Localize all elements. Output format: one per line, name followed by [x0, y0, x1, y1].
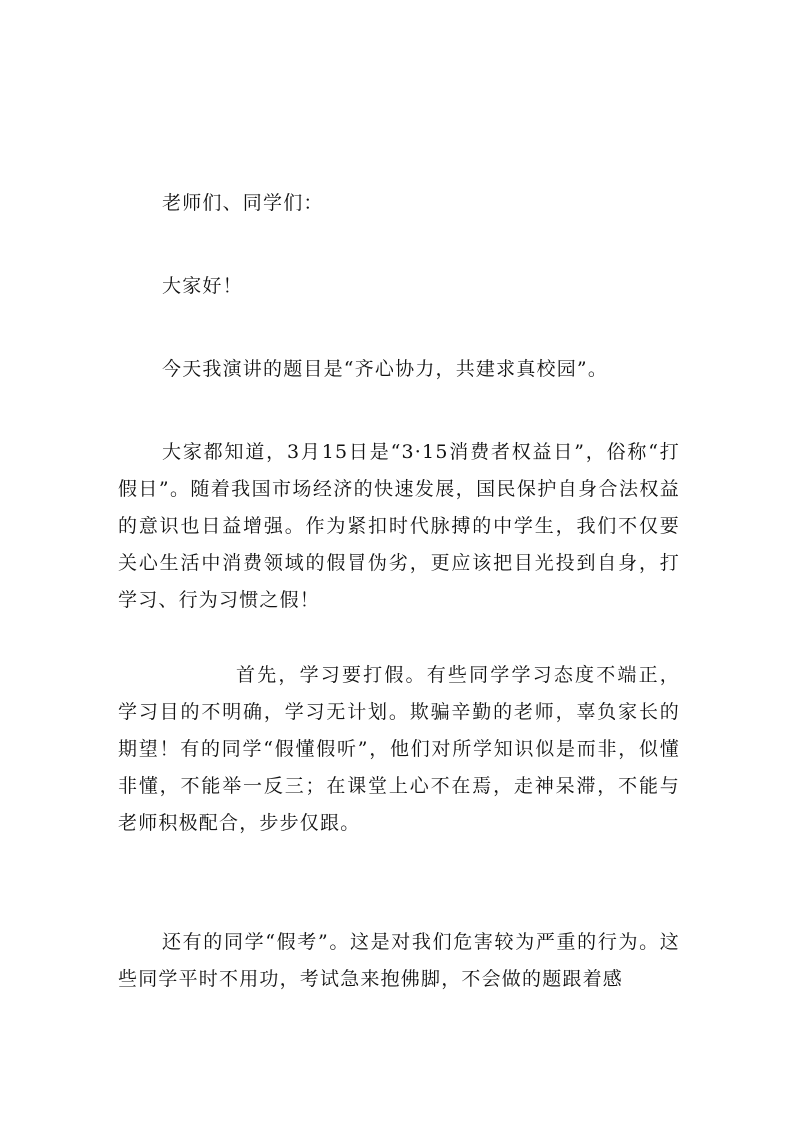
greeting: 大家好！	[162, 275, 243, 297]
salutation: 老师们、同学们：	[162, 192, 324, 214]
paragraph-study-anti-fake: 首先，学习要打假。有些同学学习态度不端正，学习目的不明确，学习无计划。欺骗辛勤的老师，辜负家长的期望！有的同学“假懂假听”，他们对所学知识似是而非，似懂非懂，不能举一反三；在课堂上心不在焉，走神呆滞，不能与老师积极配合，步步仅跟。	[118, 664, 680, 834]
speech-topic: 今天我演讲的题目是“齐心协力，共建求真校园”。	[162, 358, 609, 380]
paragraph-fake-exam: 还有的同学“假考”。这是对我们危害较为严重的行为。这些同学平时不用功，考试急来抱佛脚，不会做的题跟着感	[118, 931, 680, 990]
paragraph-consumer-rights-day: 大家都知道，3月15日是“3·15消费者权益日”，俗称“打假日”。随着我国市场经济的快速发展，国民保护自身合法权益的意识也日益增强。作为紧扣时代脉搏的中学生，我们不仅要关心生活中消费领域的假冒伪劣，更应该把目光投到自身，打学习、行为习惯之假！	[118, 441, 680, 611]
